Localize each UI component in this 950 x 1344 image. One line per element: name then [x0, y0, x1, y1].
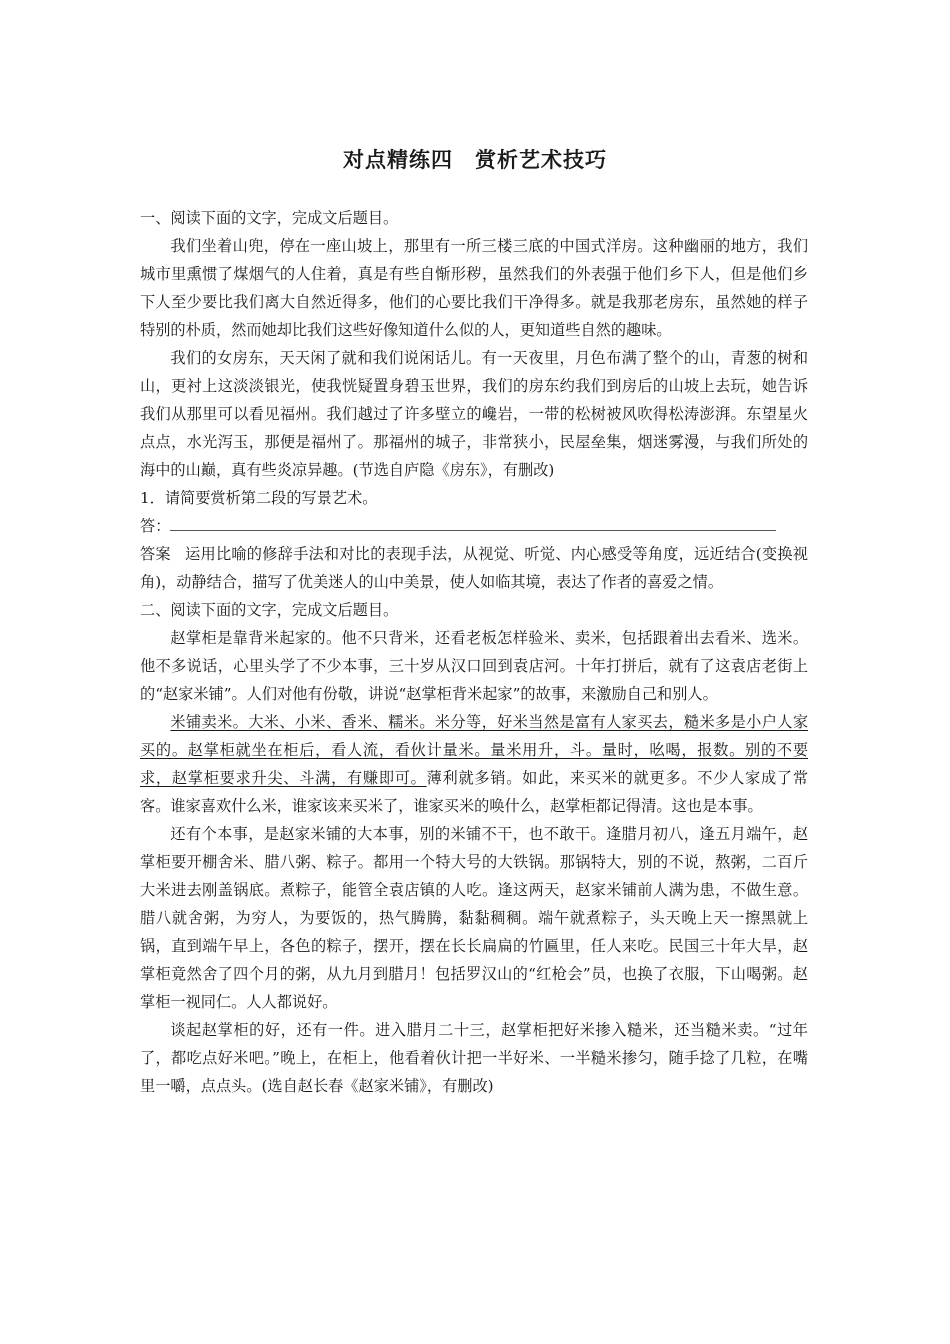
- question-1: 1．请简要赏析第二段的写景艺术。: [140, 489, 378, 507]
- section2-heading: 二、阅读下面的文字，完成文后题目。: [140, 601, 399, 619]
- document-body: [140, 204, 808, 1100]
- section2-paragraph-4: 谈起赵掌柜的好，还有一件。进入腊月二十三，赵掌柜把好米掺入糙米，还当糙米卖。“过年了，都吃点好米吧。”晚上，在柜上，他看着伙计把一半好米、一半糙米掺匀，随手捻了几粒，在嘴里一嚼，点点头。(选自赵长春《赵家米铺》，有删改): [140, 1021, 808, 1095]
- answer-line: [170, 512, 776, 531]
- page-title: [0, 144, 950, 174]
- section1-heading: 一、阅读下面的文字，完成文后题目。: [140, 209, 399, 227]
- answer-label: 答案: [140, 545, 171, 563]
- paragraph-2-rest: 薄利就多销。如此，来买米的就更多。不少人家成了常客。谁家喜欢什么米，谁家该来买米了，谁家买米的唤什么，赵掌柜都记得清。这也是本事。: [140, 769, 809, 815]
- section1-paragraph-1: 我们坐着山兜，停在一座山坡上，那里有一所三楼三底的中国式洋房。这种幽丽的地方，我们城市里熏惯了煤烟气的人住着，真是有些自惭形秽，虽然我们的外表强于他们乡下人，但是他们乡下人至少要比我们离大自然近得多，他们的心要比我们干净得多。就是我那老房东，虽然她的样子特别的朴质，然而她却比我们这些好像知道什么似的人，更知道些自然的趣味。: [140, 237, 808, 339]
- title-sub: 赏析艺术技巧: [475, 148, 607, 172]
- section2-paragraph-1: 赵掌柜是靠背米起家的。他不只背米，还看老板怎样验米、卖米，包括跟着出去看米、选米。他不多说话，心里头学了不少本事，三十岁从汉口回到袁店河。十年打拼后，就有了这袁店老街上的“赵家米铺”。人们对他有份敬，讲说“赵掌柜背米起家”的故事，来激励自己和别人。: [140, 629, 808, 703]
- answer-paragraph: [140, 540, 808, 596]
- answer-text: 运用比喻的修辞手法和对比的表现手法，从视觉、听觉、内心感受等角度，远近结合(变换视角)，动静结合，描写了优美迷人的山中美景，使人如临其境，表达了作者的喜爱之情。: [140, 545, 808, 591]
- underlined-passage: 米铺卖米。大米、小米、香米、糯米。米分等，好米当然是富有人家买去，糙米多是小户人家买的。赵掌柜就坐在柜后，看人流，看伙计量米。量米用升，斗。量时，吆喝，报数。别的不要求，赵掌柜要求升尖、斗满，有赚即可。: [140, 713, 808, 787]
- section2-paragraph-3: 还有个本事，是赵家米铺的大本事，别的米铺不干，也不敢干。逢腊月初八，逢五月端午，赵掌柜要开棚舍米、腊八粥、粽子。都用一个特大号的大铁锅。那锅特大，别的不说，熬粥，二百斤大米进去刚盖锅底。煮粽子，能管全袁店镇的人吃。逢这两天，赵家米铺前人满为患，不做生意。腊八就舍粥，为穷人，为要饭的，热气腾腾，黏黏稠稠。端午就煮粽子，头天晚上天一擦黑就上锅，直到端午早上，各色的粽子，摆开，摆在长长扁扁的竹匾里，任人来吃。民国三十年大旱，赵掌柜竟然舍了四个月的粥，从九月到腊月！包括罗汉山的“红枪会”员，也换了衣服，下山喝粥。赵掌柜一视同仁。人人都说好。: [140, 825, 808, 1011]
- answer-prompt: 答：: [140, 517, 171, 535]
- section2-paragraph-2: [140, 708, 808, 820]
- answer-area: [140, 512, 808, 540]
- title-main: 对点精练四: [343, 148, 453, 172]
- section1-paragraph-2: 我们的女房东，天天闲了就和我们说闲话儿。有一天夜里，月色布满了整个的山，青葱的树和山，更衬上这淡淡银光，使我恍疑置身碧玉世界，我们的房东约我们到房后的山坡上去玩，她告诉我们从那里可以看见福州。我们越过了许多壁立的巉岩，一带的松树被风吹得松涛澎湃。东望星火点点，水光泻玉，那便是福州了。那福州的城子，非常狭小，民屋垒集，烟迷雾漫，与我们所处的海中的山巅，真有些炎凉异趣。(节选自庐隐《房东》，有删改): [140, 349, 808, 479]
